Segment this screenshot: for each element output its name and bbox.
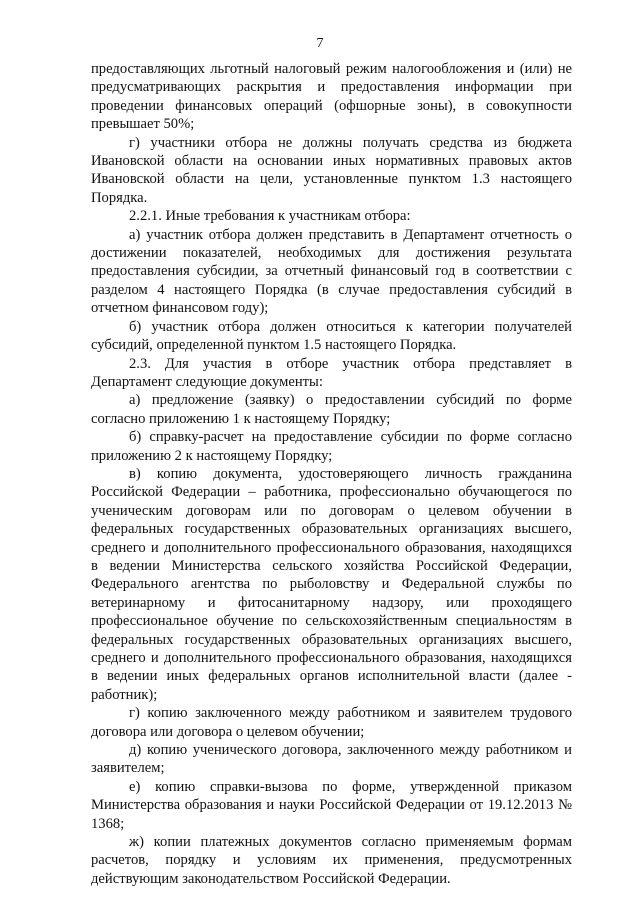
document-body: [91, 60, 572, 888]
paragraph-doc-b-calculation: б) справку-расчет на предоставление субсидии по форме согласно приложению 2 к настоящему Порядку;: [91, 429, 572, 464]
paragraph-2-2-1-heading: 2.2.1. Иные требования к участникам отбора:: [129, 208, 411, 225]
paragraph-doc-zh-payments: ж) копии платежных документов согласно применяемым формам расчетов, порядку и условиям их применения, предусмотренных действующим законодательством Российской Федерации.: [91, 834, 572, 887]
page-number: 7: [316, 36, 324, 51]
paragraph-doc-v-identity: в) копию документа, удостоверяющего личность гражданина Российской Федерации – работника, профессионально обучающегося по ученическим договорам или по договорам о целевом обучении в федеральных государственных образовательных организациях высшего, среднего и дополнительного профессионального образования, находящихся в ведении Министерства сельского хозяйства Российской Федерации, Федерального агентства по рыболовству и Федеральной службы по ветеринарному и фитосанитарному надзору, или проходящего профессиональное обучение по сельскохозяйственным специальностям в федеральных государственных образовательных организациях высшего, среднего и дополнительного профессионального образования, находящихся в ведении иных федеральных органов исполнительной власти (далее - работник);: [91, 465, 572, 703]
paragraph-offshore-continuation: предоставляющих льготный налоговый режим налогообложения и (или) не предусматривающих раскрытия и предоставления информации при проведении финансовых операций (офшорные зоны), в совокупности превышает 50%;: [91, 61, 572, 133]
paragraph-item-a-reporting: а) участник отбора должен представить в Департамент отчетность о достижении показателей, необходимых для достижения результата предоставления субсидии, за отчетный финансовый год в соответствии с разделом 4 настоящего Порядка (в случае предоставления субсидий в отчетном финансовом году);: [91, 226, 572, 317]
paragraph-item-b-category: б) участник отбора должен относиться к категории получателей субсидий, определенной пунктом 1.5 настоящего Порядка.: [91, 318, 572, 354]
paragraph-doc-a-application: а) предложение (заявку) о предоставлении субсидий по форме согласно приложению 1 к настоящему Порядку;: [91, 392, 572, 427]
paragraph-doc-e-certificate: е) копию справки-вызова по форме, утвержденной приказом Министерства образования и науки Российской Федерации от 19.12.2013 № 1368;: [91, 778, 572, 832]
paragraph-item-g-budget: г) участники отбора не должны получать средства из бюджета Ивановской области на основании иных нормативных правовых актов Ивановской области на цели, установленные пунктом 1.3 настоящего Порядка.: [91, 134, 572, 206]
paragraph-doc-g-employment: г) копию заключенного между работником и заявителем трудового договора или договора о целевом обучении;: [91, 705, 572, 740]
paragraph-2-3-documents: 2.3. Для участия в отборе участник отбора представляет в Департамент следующие документы:: [91, 355, 572, 390]
paragraph-doc-d-apprenticeship: д) копию ученического договора, заключенного между работником и заявителем;: [91, 742, 572, 777]
